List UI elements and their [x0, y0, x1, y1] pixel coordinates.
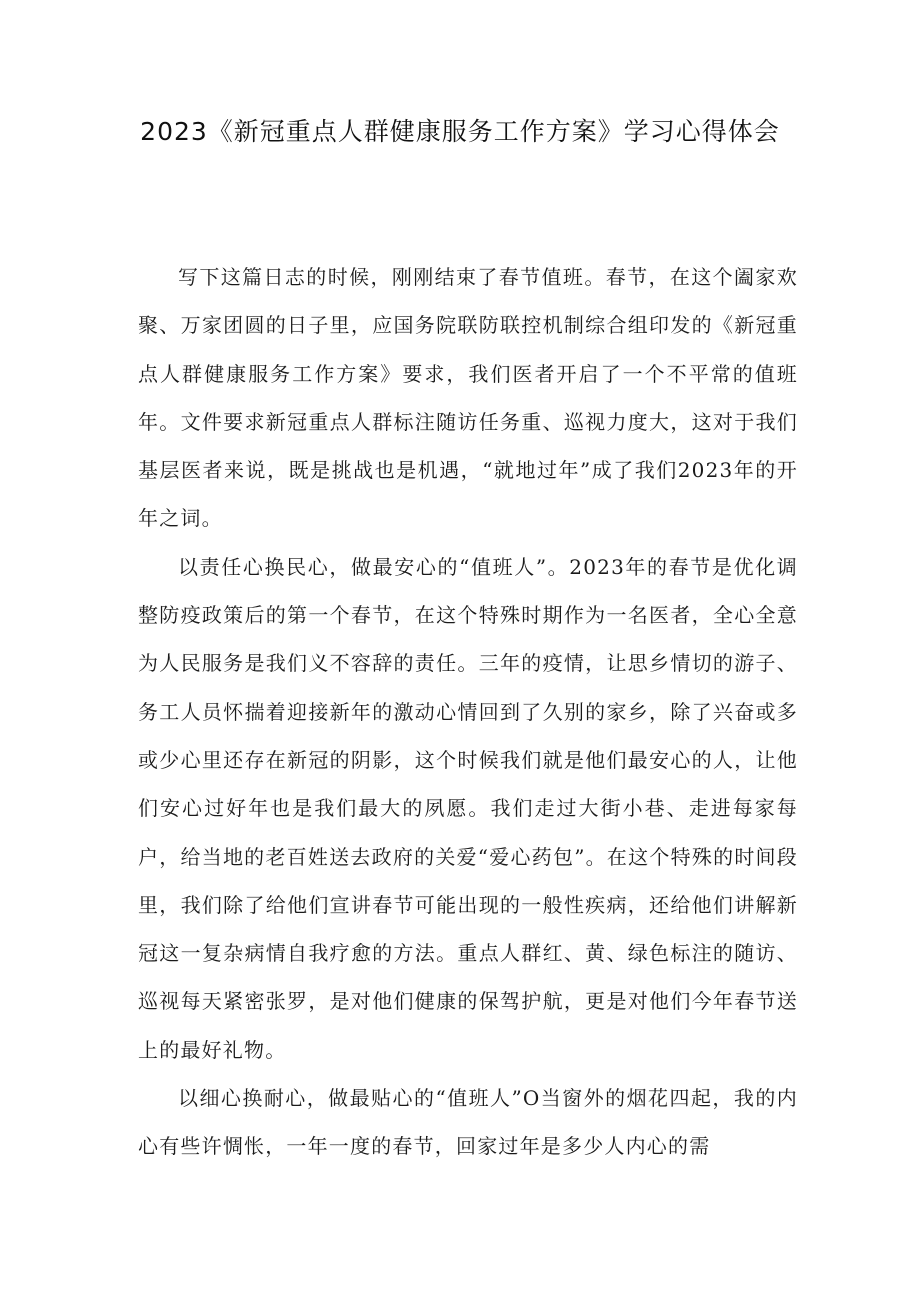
- document-body: [138, 253, 798, 1171]
- document-title: 2023《新冠重点人群健康服务工作方案》学习心得体会: [140, 117, 780, 146]
- paragraph-patience: 以细心换耐心，做最贴心的“值班人”O当窗外的烟花四起，我的内心有些许惆怅，一年一度的春节，回家过年是多少人内心的需: [138, 1086, 798, 1159]
- paragraph-intro: 写下这篇日志的时候，刚刚结束了春节值班。春节，在这个阖家欢聚、万家团圆的日子里，应国务院联防联控机制综合组印发的《新冠重点人群健康服务工作方案》要求，我们医者开启了一个不平常的值班年。文件要求新冠重点人群标注随访任务重、巡视力度大，这对于我们基层医者来说，既是挑战也是机遇，“就地过年”成了我们2023年的开年之词。: [138, 265, 798, 531]
- paragraph-responsibility: 以责任心换民心，做最安心的“值班人”。2023年的春节是优化调整防疫政策后的第一个春节，在这个特殊时期作为一名医者，全心全意为人民服务是我们义不容辞的责任。三年的疫情，让思乡情切的游子、务工人员怀揣着迎接新年的激动心情回到了久别的家乡，除了兴奋或多或少心里还存在新冠的阴影，这个时候我们就是他们最安心的人，让他们安心过好年也是我们最大的夙愿。我们走过大街小巷、走进每家每户，给当地的老百姓送去政府的关爱“爱心药包”。在这个特殊的时间段里，我们除了给他们宣讲春节可能出现的一般性疾病，还给他们讲解新冠这一复杂病情自我疗愈的方法。重点人群红、黄、绿色标注的随访、巡视每天紧密张罗，是对他们健康的保驾护航，更是对他们今年春节送上的最好礼物。: [138, 554, 798, 1062]
